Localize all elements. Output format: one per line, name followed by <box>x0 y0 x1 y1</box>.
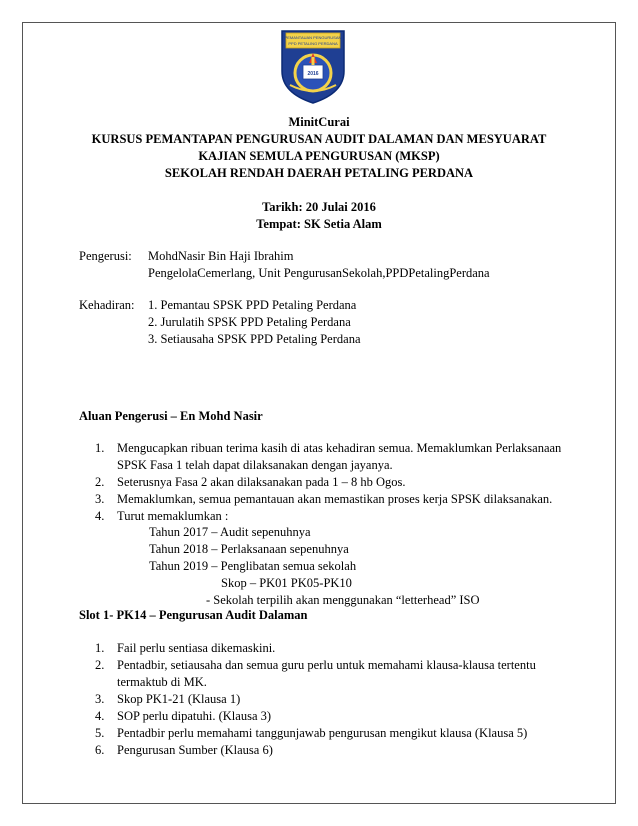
minutes-title: MinitCurai <box>288 115 350 129</box>
svg-text:PEMANTAUAN PENGURUSAN: PEMANTAUAN PENGURUSAN <box>284 35 342 40</box>
list-number: 1. <box>95 641 105 655</box>
district-title: SEKOLAH RENDAH DAERAH PETALING PERDANA <box>164 166 474 180</box>
list-number: 3. <box>95 692 105 706</box>
list-item-text: Turut memaklumkan : <box>117 509 229 523</box>
list-item-text: Pentadbir perlu memahami tanggunjawab pengurusan mengikut klausa (Klausa 5) <box>117 726 528 740</box>
svg-text:2016: 2016 <box>307 71 319 77</box>
course-subtitle: KAJIAN SEMULA PENGURUSAN (MKSP) <box>198 149 440 163</box>
meeting-date: Tarikh: 20 Julai 2016 <box>262 200 376 214</box>
attendance-label: Kehadiran: <box>79 298 135 312</box>
sub-item-2019: Tahun 2019 – Penglibatan semua sekolah <box>149 559 357 573</box>
section-heading: Slot 1- PK14 – Pengurusan Audit Dalaman <box>79 608 308 622</box>
chair-name: MohdNasir Bin Haji Ibrahim <box>148 249 294 263</box>
sub-item-letterhead: - Sekolah terpilih akan menggunakan “letterhead” ISO <box>206 593 480 607</box>
list-number: 3. <box>95 492 105 506</box>
list-item-text: SOP perlu dipatuhi. (Klausa 3) <box>117 709 272 723</box>
sub-item-2017: Tahun 2017 – Audit sepenuhnya <box>149 525 311 539</box>
attendance-item: 3. Setiausaha SPSK PPD Petaling Perdana <box>148 332 361 346</box>
list-number: 2. <box>95 658 105 672</box>
attendance-item: 2. Jurulatih SPSK PPD Petaling Perdana <box>148 315 351 329</box>
sub-item-2018: Tahun 2018 – Perlaksanaan sepenuhnya <box>149 542 349 556</box>
svg-text:PPD PETALING PERDANA: PPD PETALING PERDANA <box>288 41 338 46</box>
list-number: 2. <box>95 475 105 489</box>
list-item-text: Pengurusan Sumber (Klausa 6) <box>117 743 273 757</box>
list-number: 5. <box>95 726 105 740</box>
list-item-text: Seterusnya Fasa 2 akan dilaksanakan pada 1 – 8 hb Ogos. <box>117 475 406 489</box>
section-heading: Aluan Pengerusi – En Mohd Nasir <box>79 409 263 423</box>
list-item-text: Memaklumkan, semua pemantauan akan memastikan proses kerja SPSK dilaksanakan. <box>117 492 553 506</box>
list-number: 1. <box>95 441 105 455</box>
list-number: 4. <box>95 509 105 523</box>
course-title: KURSUS PEMANTAPAN PENGURUSAN AUDIT DALAMAN DAN MESYUARAT <box>91 132 547 146</box>
sub-item-scope: Skop – PK01 PK05-PK10 <box>221 576 352 590</box>
school-crest-logo <box>276 27 350 105</box>
list-item-text: termaktub di MK. <box>117 675 207 689</box>
meeting-place: Tempat: SK Setia Alam <box>256 217 382 231</box>
list-number: 4. <box>95 709 105 723</box>
list-item-text: Mengucapkan ribuan terima kasih di atas kehadiran semua. Memaklumkan Perlaksanaan <box>117 441 562 455</box>
list-item-text: Pentadbir, setiausaha dan semua guru perlu untuk memahami klausa-klausa tertentu <box>117 658 536 672</box>
list-item-text: SPSK Fasa 1 telah dapat dilaksanakan dengan jayanya. <box>117 458 393 472</box>
list-item-text: Skop PK1-21 (Klausa 1) <box>117 692 241 706</box>
list-number: 6. <box>95 743 105 757</box>
chair-position: PengelolaCemerlang, Unit PengurusanSekolah,PPDPetalingPerdana <box>148 266 490 280</box>
attendance-item: 1. Pemantau SPSK PPD Petaling Perdana <box>148 298 357 312</box>
chair-label: Pengerusi: <box>79 249 132 263</box>
list-item-text: Fail perlu sentiasa dikemaskini. <box>117 641 276 655</box>
